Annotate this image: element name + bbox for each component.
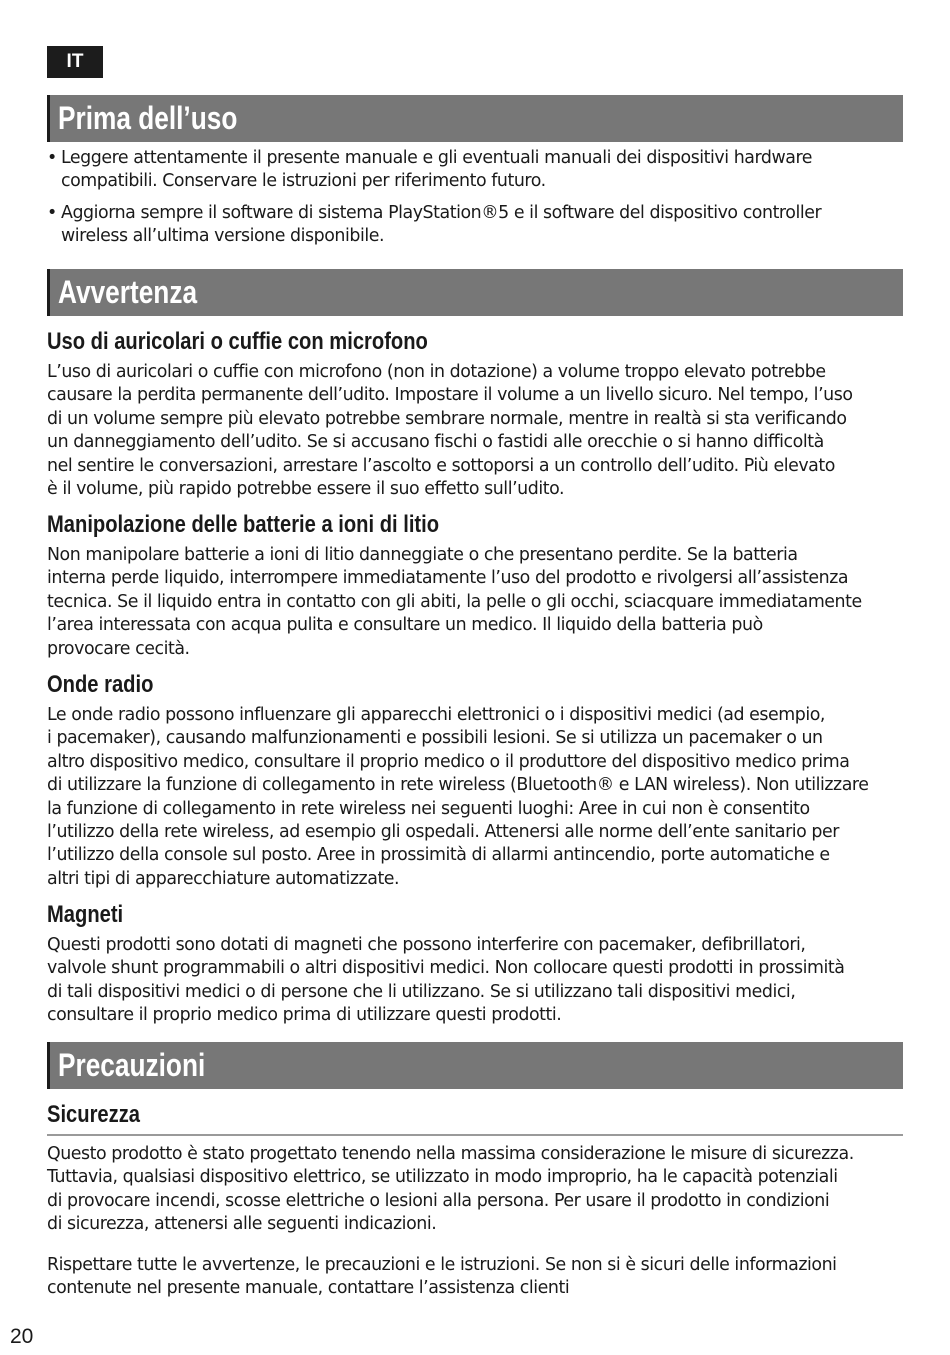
text-line: Non manipolare batterie a ioni di litio danneggiate o che presentano perdite. Se la batteria [47, 545, 798, 565]
paragraph-sicurezza-1 [47, 1143, 917, 1237]
bullet-dot-icon: • [47, 203, 57, 223]
section-bar-precauzioni [47, 1042, 903, 1089]
text-line: causare la perdita permanente dell’udito. Impostare il volume a un livello sicuro. Nel tempo, l’uso [47, 385, 853, 406]
section-bar-prima [47, 95, 903, 142]
text-line: l’area interessata con acqua pulita e consultare un medico. Il liquido della batteria può [47, 615, 763, 636]
text-line: di utilizzare la funzione di collegamento in rete wireless (Bluetooth® e LAN wireless). Non utilizzare [47, 775, 869, 796]
text-line: Leggere attentamente il presente manuale e gli eventuali manuali dei dispositivi hardware [61, 148, 813, 168]
text-line: di tali dispositivi medici o di persone che li utilizzano. Se si utilizzano tali dispositivi medici, [47, 981, 796, 1002]
section-bar-avvertenza [47, 269, 903, 316]
text-line: è il volume, più rapido potrebbe essere il suo effetto sull’udito. [47, 479, 565, 500]
section-title-avvertenza: Avvertenza [58, 274, 198, 310]
text-line: nel sentire le conversazioni, arrestare l’ascolto e sottoporsi a un controllo dell’udito. Più elevato [47, 455, 835, 476]
text-line: provocare cecità. [47, 638, 190, 659]
text-line: Tuttavia, qualsiasi dispositivo elettrico, se utilizzato in modo improprio, ha le capacità potenziali [47, 1167, 838, 1188]
paragraph-onde-radio [47, 704, 917, 891]
text-line: di un volume sempre più elevato potrebbe sembrare normale, mentre in realtà si sta verificando [47, 408, 847, 429]
bullet-item [47, 202, 907, 249]
subsection-heading-magneti: Magneti [47, 901, 124, 928]
subsection-heading-onde-radio: Onde radio [47, 671, 154, 698]
text-line: Aggiorna sempre il software di sistema PlayStation®5 e il software del dispositivo controller [61, 203, 822, 223]
text-line: Le onde radio possono influenzare gli apparecchi elettronici o i dispositivi medici (ad esempio, [47, 705, 825, 725]
paragraph-sicurezza-2 [47, 1254, 917, 1301]
paragraph-magneti [47, 934, 917, 1028]
text-line: Questi prodotti sono dotati di magneti che possono interferire con pacemaker, defibrillatori, [47, 935, 806, 955]
text-line: tecnica. Se il liquido entra in contatto con gli abiti, la pelle o gli occhi, sciacquare immediatamente [47, 591, 862, 612]
text-line: Questo prodotto è stato progettato tenendo nella massima considerazione le misure di sicurezza. [47, 1144, 854, 1164]
subsection-heading-sicurezza: Sicurezza [47, 1101, 141, 1128]
text-line: di sicurezza, attenersi alle seguenti indicazioni. [47, 1214, 437, 1235]
text-line: wireless all’ultima versione disponibile. [61, 226, 385, 247]
text-line: Rispettare tutte le avvertenze, le precauzioni e le istruzioni. Se non si è sicuri delle informazioni [47, 1255, 837, 1275]
paragraph-batterie [47, 544, 917, 661]
text-line: un danneggiamento dell’udito. Se si accusano fischi o fastidi alle orecchie o si hanno difficoltà [47, 432, 824, 453]
text-line: valvole shunt programmabili o altri dispositivi medici. Non collocare questi prodotti in prossimità [47, 958, 845, 979]
text-line: compatibili. Conservare le istruzioni per riferimento futuro. [61, 171, 546, 192]
text-line: consultare il proprio medico prima di utilizzare questi prodotti. [47, 1005, 562, 1026]
section-title-precauzioni: Precauzioni [58, 1047, 206, 1083]
page-number: 20 [10, 1325, 34, 1348]
bullet-item [47, 147, 907, 194]
section-title-prima: Prima dell’uso [58, 100, 238, 136]
text-line: interna perde liquido, interrompere immediatamente l’uso del prodotto e rivolgersi all’assistenza [47, 568, 849, 589]
subsection-heading-batterie: Manipolazione delle batterie a ioni di litio [47, 511, 440, 538]
text-line: altro dispositivo medico, consultare il proprio medico o il produttore del dispositivo medico prima [47, 751, 850, 772]
heading-divider [47, 1134, 903, 1136]
text-line: altri tipi di apparecchiature automatizzate. [47, 868, 400, 889]
paragraph-auricolari [47, 361, 917, 501]
text-line: L’uso di auricolari o cuffie con microfono (non in dotazione) a volume troppo elevato potrebbe [47, 362, 826, 382]
text-line: di provocare incendi, scosse elettriche o lesioni alla persona. Per usare il prodotto in condizioni [47, 1190, 830, 1211]
text-line: la funzione di collegamento in rete wireless nei seguenti luoghi: Aree in cui non è consentito [47, 798, 810, 819]
text-line: l’utilizzo della rete wireless, ad esempio gli ospedali. Attenersi alle norme dell’ente sanitario per [47, 822, 839, 843]
language-badge: IT [47, 46, 103, 78]
text-line: contenute nel presente manuale, contattare l’assistenza clienti [47, 1278, 570, 1299]
text-line: i pacemaker), causando malfunzionamenti e possibili lesioni. Se si utilizza un pacemaker o un [47, 728, 823, 749]
text-line: l’utilizzo della console sul posto. Aree in prossimità di allarmi antincendio, porte automatiche e [47, 845, 830, 866]
bullet-dot-icon: • [47, 148, 57, 168]
subsection-heading-auricolari: Uso di auricolari o cuffie con microfono [47, 328, 428, 355]
